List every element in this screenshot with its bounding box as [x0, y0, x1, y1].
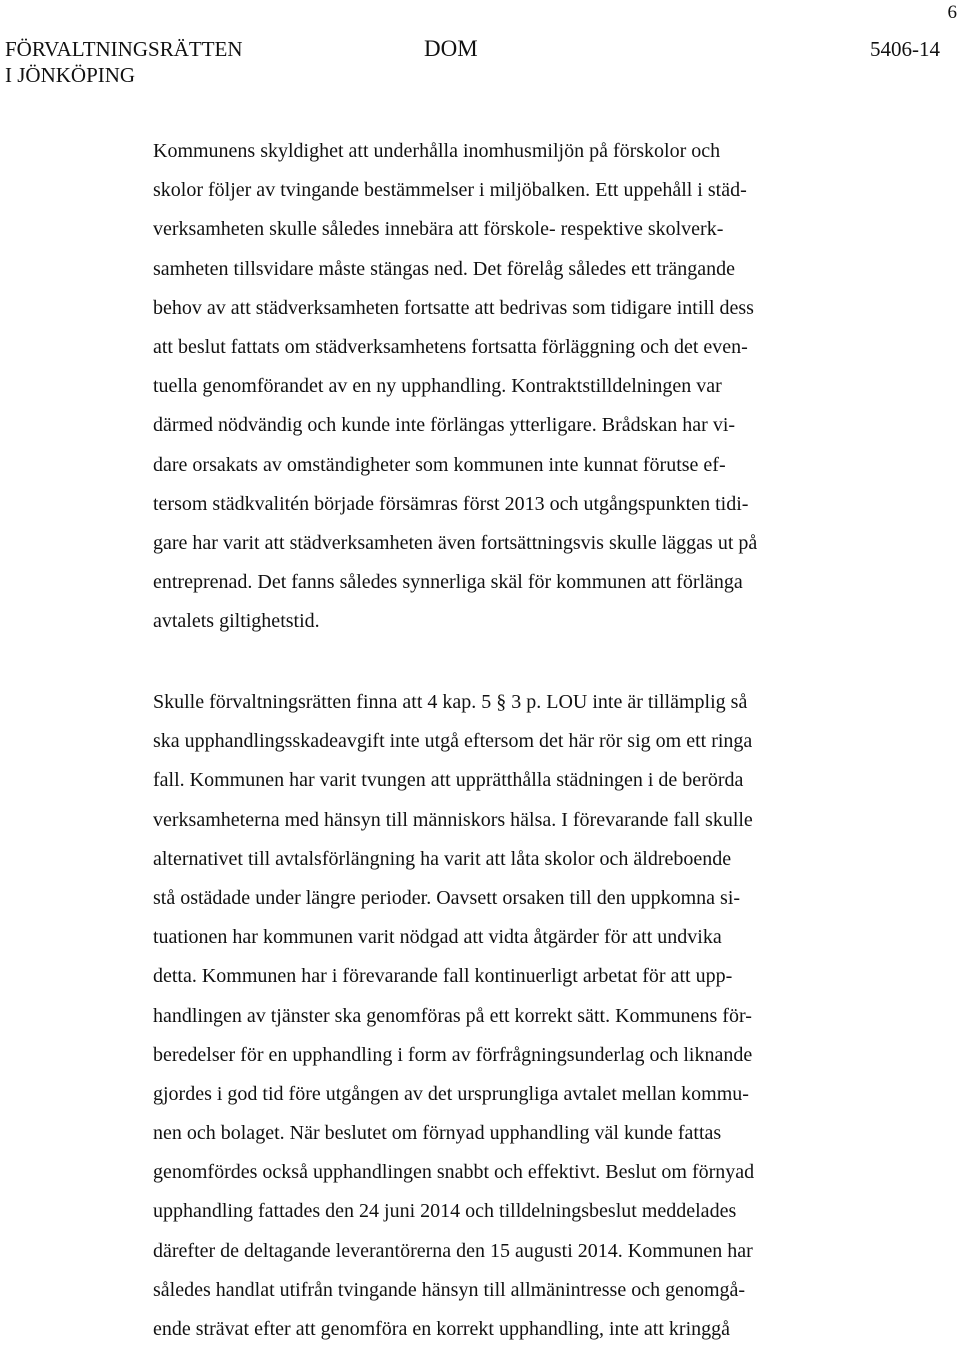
text-line: gjordes i god tid före utgången av det ursprungliga avtalet mellan kommu- [153, 1082, 749, 1105]
text-line: gare har varit att städverksamheten även fortsättningsvis skulle läggas ut på [153, 531, 758, 554]
court-name-line-2: I JÖNKÖPING [5, 63, 136, 87]
text-line: att beslut fattats om städverksamhetens fortsatta förläggning och det even- [153, 335, 748, 358]
paragraph-2 [153, 683, 843, 1349]
text-line: Skulle förvaltningsrätten finna att 4 kap. 5 § 3 p. LOU inte är tillämplig så [153, 691, 748, 713]
text-line: stå ostädade under längre perioder. Oavsett orsaken till den uppkomna si- [153, 886, 741, 909]
text-line: nen och bolaget. När beslutet om förnyad upphandling väl kunde fattas [153, 1122, 722, 1145]
text-line: Kommunens skyldighet att underhålla inomhusmiljön på förskolor och [153, 140, 721, 162]
text-line: ende strävat efter att genomföra en korrekt upphandling, inte att kringgå [153, 1318, 731, 1340]
text-line: därmed nödvändig och kunde inte förlängas ytterligare. Brådskan har vi- [153, 414, 736, 437]
paragraph-1 [153, 132, 843, 641]
text-line: alternativet till avtalsförlängning ha varit att låta skolor och äldreboende [153, 847, 732, 870]
text-line: detta. Kommunen har i förevarande fall kontinuerligt arbetat för att upp- [153, 965, 733, 988]
text-line: beredelser för en upphandling i form av förfrågningsunderlag och liknande [153, 1043, 753, 1066]
text-line: därefter de deltagande leverantörerna den 15 augusti 2014. Kommunen har [153, 1239, 753, 1262]
text-line: skolor följer av tvingande bestämmelser i miljöbalken. Ett uppehåll i städ- [153, 179, 747, 202]
text-line: tuationen har kommunen varit nödgad att vidta åtgärder för att undvika [153, 926, 722, 949]
text-line: upphandling fattades den 24 juni 2014 och tilldelningsbeslut meddelades [153, 1200, 737, 1223]
text-line: verksamheten skulle således innebära att förskole- respektive skolverk- [153, 218, 724, 241]
page-number: 6 [947, 2, 957, 23]
text-line: tersom städkvalitén började försämras först 2013 och utgångspunkten tidi- [153, 492, 749, 515]
text-line: behov av att städverksamheten fortsatte att bedrivas som tidigare intill dess [153, 296, 754, 319]
text-line: tuella genomförandet av en ny upphandling. Kontraktstilldelningen var [153, 375, 722, 398]
text-line: samheten tillsvidare måste stängas ned. Det förelåg således ett trängande [153, 257, 736, 280]
text-line: fall. Kommunen har varit tvungen att upprätthålla städningen i de berörda [153, 769, 744, 792]
text-line: avtalets giltighetstid. [153, 610, 320, 633]
text-line: således handlat utifrån tvingande hänsyn till allmänintresse och genomgå- [153, 1278, 746, 1301]
text-line: genomfördes också upphandlingen snabbt och effektivt. Beslut om förnyad [153, 1161, 755, 1184]
case-number: 5406-14 [870, 37, 940, 61]
text-line: ska upphandlingsskadeavgift inte utgå eftersom det här rör sig om ett ringa [153, 730, 753, 753]
text-line: handlingen av tjänster ska genomföras på ett korrekt sätt. Kommunens för- [153, 1004, 752, 1027]
text-line: verksamheterna med hänsyn till människors hälsa. I förevarande fall skulle [153, 808, 753, 831]
text-line: dare orsakats av omständigheter som kommunen inte kunnat förutse ef- [153, 453, 726, 476]
text-line: entreprenad. Det fanns således synnerliga skäl för kommunen att förlänga [153, 571, 743, 594]
court-name-line-1: FÖRVALTNINGSRÄTTEN [5, 37, 243, 61]
document-type: DOM [424, 36, 478, 61]
